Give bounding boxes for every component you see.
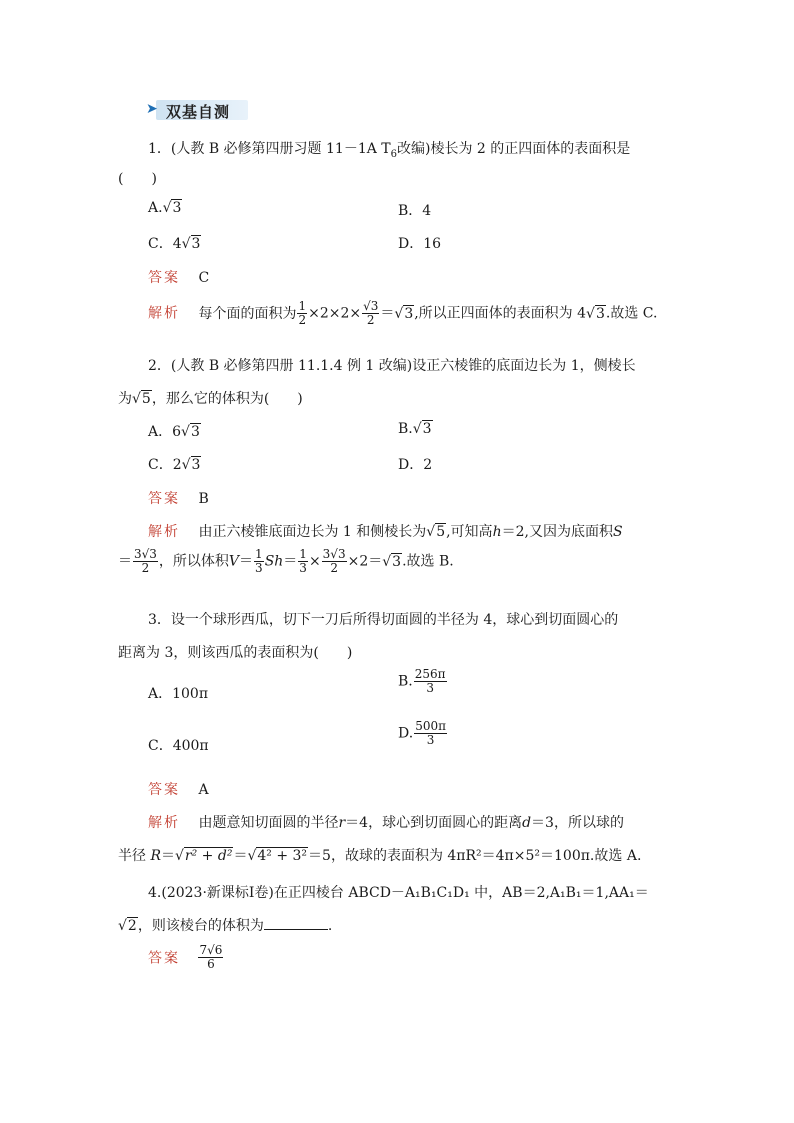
answer-blank[interactable]	[264, 917, 328, 930]
banner-title: 双基自测	[166, 103, 231, 121]
analysis-label: 解析	[148, 305, 180, 322]
q3-option-c: C．400π	[148, 738, 209, 754]
q1-option-d: D．16	[398, 236, 442, 252]
q3-analysis-line1: 解析 由题意知切面圆的半径r＝4，球心到切面圆心的距离d＝3，所以球的	[148, 815, 624, 831]
q3-answer: 答案 A	[148, 782, 209, 798]
q1-stem-line1: 1．(人教 B 必修第四册习题 11－1A $T_6$改编)棱长为 2 的正四面体的表面积是	[148, 141, 631, 160]
q1-option-b: B．4	[398, 203, 432, 219]
q3-option-b: B. $\frac{256\pi}{3}$	[398, 667, 446, 695]
q4-stem-line2: √2，则该棱台的体积为 .	[118, 918, 333, 934]
sqrt-symbol: √3	[162, 200, 182, 216]
section-banner	[146, 98, 250, 122]
q1-option-a: A.√3	[148, 200, 182, 216]
q1-stem-line2: ( )	[118, 171, 157, 187]
q2-option-d: D．2	[398, 457, 433, 473]
q2-option-b: B.√3	[398, 421, 432, 437]
q1-answer: 答案 C	[148, 270, 210, 286]
q2-stem-line1: 2．(人教 B 必修第四册 11.1.4 例 1 改编)设正六棱锥的底面边长为 1，侧棱长	[148, 358, 636, 374]
q3-stem-line1: 3．设一个球形西瓜，切下一刀后所得切面圆的半径为 4，球心到切面圆心的	[148, 612, 619, 628]
q2-stem-line2: 为√5，那么它的体积为( )	[118, 391, 303, 407]
q1-analysis: 解析 每个面的面积为 $\frac{1}{2}$ ×2×2× $\frac{√3}{2}$ ＝√3,所以正四面体的表面积为 4√3.故选 C.	[148, 299, 658, 327]
q2-option-a: A．6√3	[148, 424, 200, 440]
q1-option-c: C．4√3	[148, 236, 201, 252]
q3-analysis-line2: 半径 R＝√r² + d²＝√4² + 3²＝5，故球的表面积为 4πR²＝4π×5²＝100π.故选 A.	[118, 848, 642, 864]
arrow-icon: ➤	[146, 101, 158, 117]
q3-option-a: A．100π	[148, 686, 209, 702]
fraction: $\frac{1}{2}$	[298, 299, 307, 327]
answer-fraction: $\frac{7√6}{6}$	[199, 943, 223, 971]
q4-answer: 答案 $\frac{7√6}{6}$	[148, 943, 223, 971]
answer-label: 答案	[148, 270, 180, 286]
q3-stem-line2: 距离为 3，则该西瓜的表面积为( )	[118, 645, 353, 661]
q2-option-c: C．2√3	[148, 457, 201, 473]
q2-analysis-line1: 解析 由正六棱锥底面边长为 1 和侧棱长为√5,可知高h＝2,又因为底面积S	[148, 524, 623, 540]
q3-option-d: D. $\frac{500\pi}{3}$	[398, 719, 446, 747]
q2-answer: 答案 B	[148, 491, 209, 507]
q2-analysis-line2: ＝ $\frac{3√3}{2}$ ，所以体积V＝ $\frac{1}{3}$ Sh＝ $\frac{1}{3}$ × $\frac{3√3}{2}$ ×2＝√3.故选 B.	[118, 547, 454, 575]
q4-stem-line1: 4.(2023·新课标Ⅰ卷)在正四棱台 ABCD－A₁B₁C₁D₁ 中，AB＝2,A₁B₁＝1,AA₁＝	[148, 885, 649, 901]
